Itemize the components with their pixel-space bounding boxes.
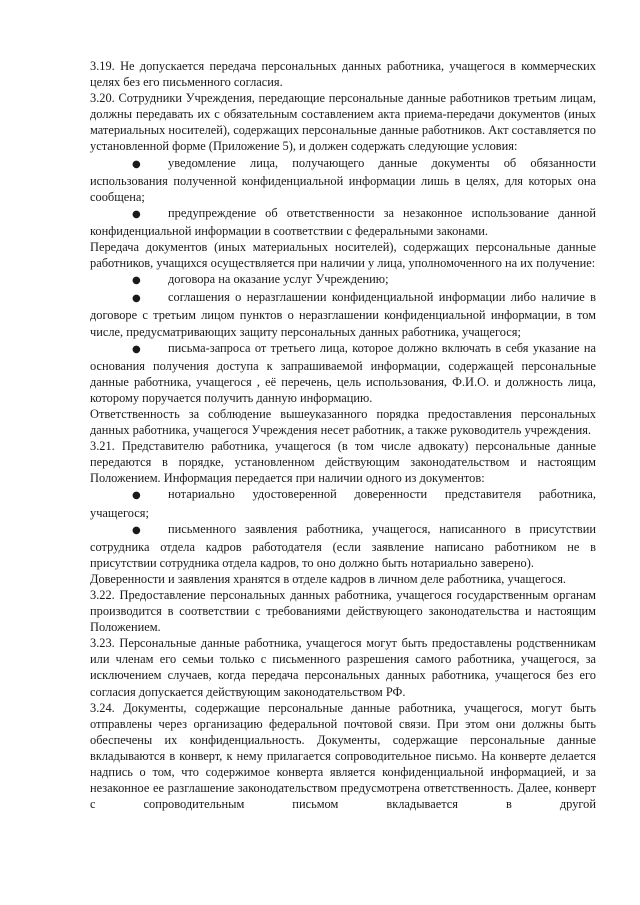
paragraph-3-20: 3.20. Сотрудники Учреждения, передающие персональные данные работников третьим лицам, должны передавать их с обязательным составлением акта приема-передачи документов (иных материальных носителей), содержащих персональные данные работников. Акт составляется по установленной форме (Приложение 5), и должен содержать следующие условия:	[90, 91, 596, 154]
paragraph-3-21: 3.21. Представителю работника, учащегося (в том числе адвокату) персональные данные передаются в порядке, установленном действующим законодательством и настоящим Положением. Информация передается при наличии одного из документов:	[90, 439, 596, 486]
list-item: ● уведомление лица, получающего данные документы об обязанности использования полученной конфиденциальной информации лишь в целях, для которых она сообщена;	[90, 155, 596, 204]
paragraph-3-22: 3.22. Предоставление персональных данных работника, учащегося государственным органам производится в соответствии с требованиями действующего законодательства и настоящим Положением.	[90, 588, 596, 635]
bullet-icon: ●	[132, 158, 141, 170]
list-item: ● соглашения о неразглашении конфиденциальной информации либо наличие в договоре с третьим лицом пунктов о неразглашении конфиденциальной информации, в том числе, предусматривающих защиту персональных данных работника, учащегося;	[90, 290, 596, 339]
bullet-icon: ●	[132, 490, 141, 502]
list-item: ● письма-запроса от третьего лица, которое должно включать в себя указание на основания получения доступа к запрашиваемой информации, содержащей персональные данные работника, учащегося , её перечень, цель использования, Ф.И.О. и должность лица, которому поручается получить данную информацию.	[90, 340, 596, 405]
paragraph-3-23: 3.23. Персональные данные работника, учащегося могут быть предоставлены родственникам или членам его семьи только с письменного разрешения самого работника, учащегося, за исключением случаев, когда передача персональных данных работника, учащегося без его согласия допускается действующим законодательством РФ.	[90, 636, 596, 699]
bullet-icon: ●	[132, 343, 141, 355]
bullet-list-representative-documents	[90, 486, 596, 570]
bullet-list-act-conditions	[90, 155, 596, 239]
bullet-icon: ●	[132, 293, 141, 305]
bullet-icon: ●	[132, 275, 141, 287]
paragraph-transfer-documents: Передача документов (иных материальных носителей), содержащих персональные данные работников, учащихся осуществляется при наличии у лица, уполномоченного на их получение:	[90, 240, 596, 271]
paragraph-3-19: 3.19. Не допускается передача персональных данных работника, учащегося в коммерческих целях без его письменного согласия.	[90, 59, 596, 90]
list-item: ● письменного заявления работника, учащегося, написанного в присутствии сотрудника отдела кадров работодателя (если заявление написано работником не в присутствии сотрудника отдела кадров, то оно должно быть нотариально заверено).	[90, 521, 596, 570]
list-item: ● предупреждение об ответственности за незаконное использование данной конфиденциальной информации в соответствии с федеральными законами.	[90, 205, 596, 238]
list-item: ● нотариально удостоверенной доверенности представителя работника, учащегося;	[90, 487, 596, 520]
list-item: ● договора на оказание услуг Учреждению;	[90, 271, 596, 289]
bullet-icon: ●	[132, 208, 141, 220]
bullet-icon: ●	[132, 524, 141, 536]
paragraph-3-24: 3.24. Документы, содержащие персональные данные работника, учащегося, могут быть отправлены через организацию федеральной почтовой связи. При этом они должны быть обеспечены их конфиденциальность. Документы, содержащие персональные данные вкладываются в конверт, к нему прилагается сопроводительное письмо. На конверте делается надпись о том, что содержимое конверта является конфиденциальной информацией, и за незаконное ее разглашение законодательством предусмотрена ответственность. Далее, конверт с сопроводительным письмом вкладывается в другой	[90, 700, 596, 812]
paragraph-responsibility: Ответственность за соблюдение вышеуказанного порядка предоставления персональных данных работника, учащегося Учреждения несет работник, а также руководитель учреждения.	[90, 406, 596, 438]
bullet-list-transfer-conditions	[90, 271, 596, 406]
paragraph-storage: Доверенности и заявления хранятся в отделе кадров в личном деле работника, учащегося.	[90, 571, 567, 586]
